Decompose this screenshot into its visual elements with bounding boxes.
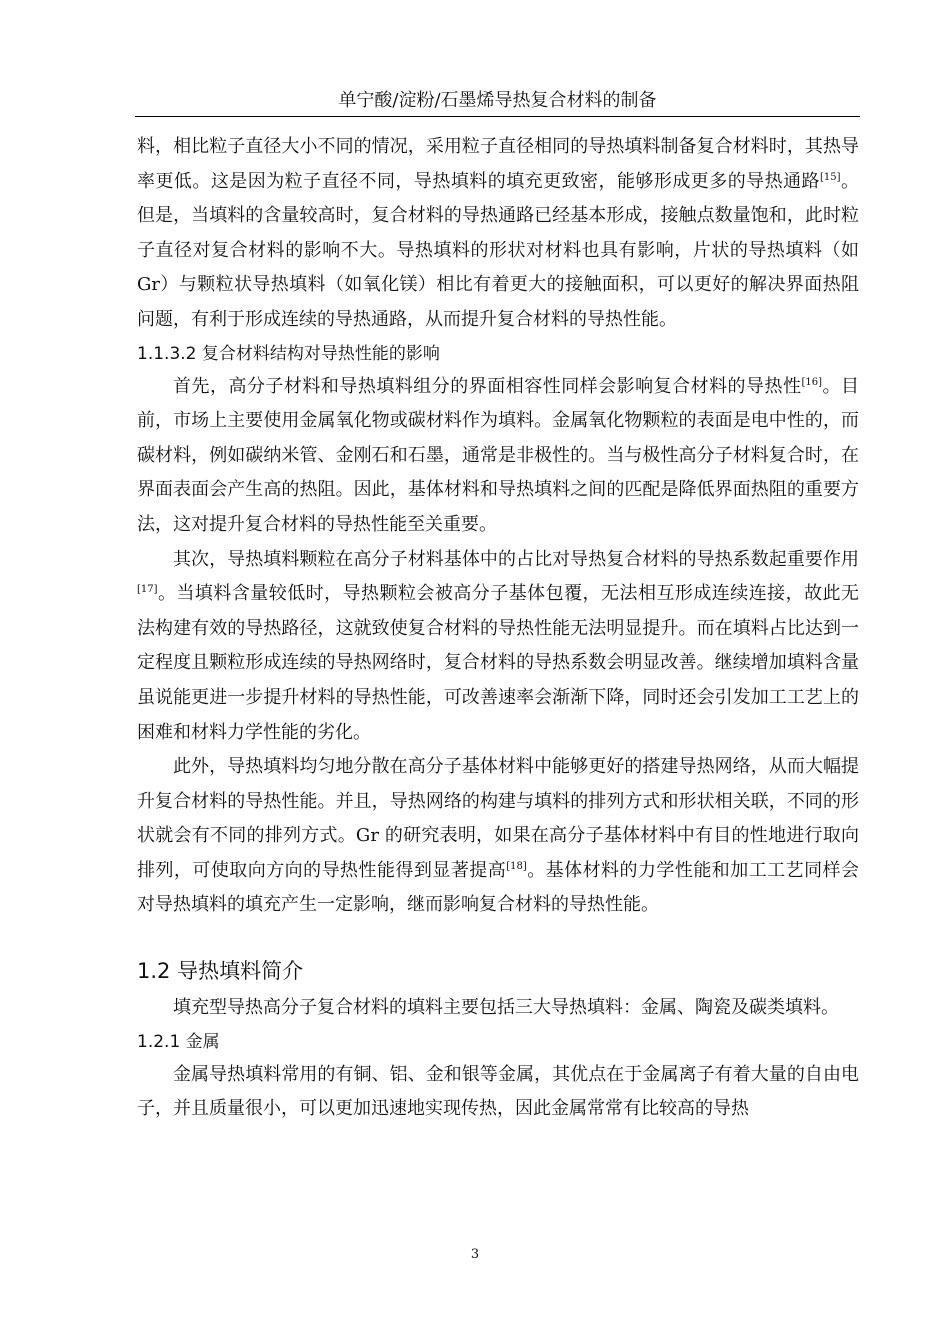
page-number: 3 xyxy=(470,1247,480,1262)
citation-ref: [18] xyxy=(506,860,527,872)
section-heading-1-1-3-2: 1.1.3.2 复合材料结构对导热性能的影响 xyxy=(137,343,440,364)
paragraph-filler-content: 其次，导热填料颗粒在高分子材料基体中的占比对导热复合材料的导热系数起重要作用[17]。当填料含量较低时，导热颗粒会被高分子基体包覆，无法相互形成连续连接，故此无法构建有效的导热路径，这就致使复合材料的导热性能无法明显提升。而在填料占比达到一定程度且颗粒形成连续的导热网络时，复合材料的导热系数会明显改善。继续增加填料含量虽说能更进一步提升材料的导热性能，可改善速率会渐渐下降，同时还会引发加工工艺上的困难和材料力学性能的劣化。 xyxy=(137,548,859,743)
paragraph-interface: 首先，高分子材料和导热填料组分的界面相容性同样会影响复合材料的导热性[16]。目前，市场上主要使用金属氧化物或碳材料作为填料。金属氧化物颗粒的表面是电中性的，而碳材料，例如碳纳米管、金刚石和石墨，通常是非极性的。当与极性高分子材料复合时，在界面表面会产生高的热阻。因此，基体材料和导热填料之间的匹配是降低界面热阻的重要方法，这对提升复合材料的导热性能至关重要。 xyxy=(137,375,860,535)
paragraph-metal: 金属导热填料常用的有铜、铝、金和银等金属，其优点在于金属离子有着大量的自由电子，并且质量很小，可以更加迅速地实现传热，因此金属常常有比较高的导热 xyxy=(137,1063,859,1120)
section-heading-1-2: 1.2 导热填料简介 xyxy=(137,959,304,984)
paragraph-continued: 料，相比粒子直径大小不同的情况，采用粒子直径相同的导热填料制备复合材料时，其热导率更低。这是因为粒子直径不同，导热填料的填充更致密，能够形成更多的导热通路[15]。但是，当填料的含量较高时，复合材料的导热通路已经基本形成，接触点数量饱和，此时粒子直径对复合材料的影响不大。导热填料的形状对材料也具有影响，片状的导热填料（如 Gr）与颗粒状导热填料（如氧化镁）相比有着更大的接触面积，可以更好的解决界面热阻问题，有利于形成连续的导热通路，从而提升复合材料的导热性能。 xyxy=(137,136,860,330)
citation-ref: [16] xyxy=(801,376,823,388)
citation-ref: [17] xyxy=(137,584,158,596)
citation-ref: [15] xyxy=(820,171,841,183)
body-text xyxy=(137,130,859,1127)
paragraph-filler-types: 填充型导热高分子复合材料的填料主要包括三大导热填料：金属、陶瓷及碳类填料。 xyxy=(173,997,839,1019)
paragraph-dispersion: 此外，导热填料均匀地分散在高分子基体材料中能够更好的搭建导热网络，从而大幅提升复合材料的导热性能。并且，导热网络的构建与填料的排列方式和形状相关联，不同的形状就会有不同的排列方式。Gr 的研究表明，如果在高分子基体材料中有目的性地进行取向排列，可使取向方向的导热性能得到显著提高[18]。基体材料的力学性能和加工工艺同样会对导热填料的填充产生一定影响，继而影响复合材料的导热性能。 xyxy=(137,756,860,916)
running-header: 单宁酸/淀粉/石墨烯导热复合材料的制备 xyxy=(135,88,860,117)
section-heading-1-2-1: 1.2.1 金属 xyxy=(137,1031,220,1052)
